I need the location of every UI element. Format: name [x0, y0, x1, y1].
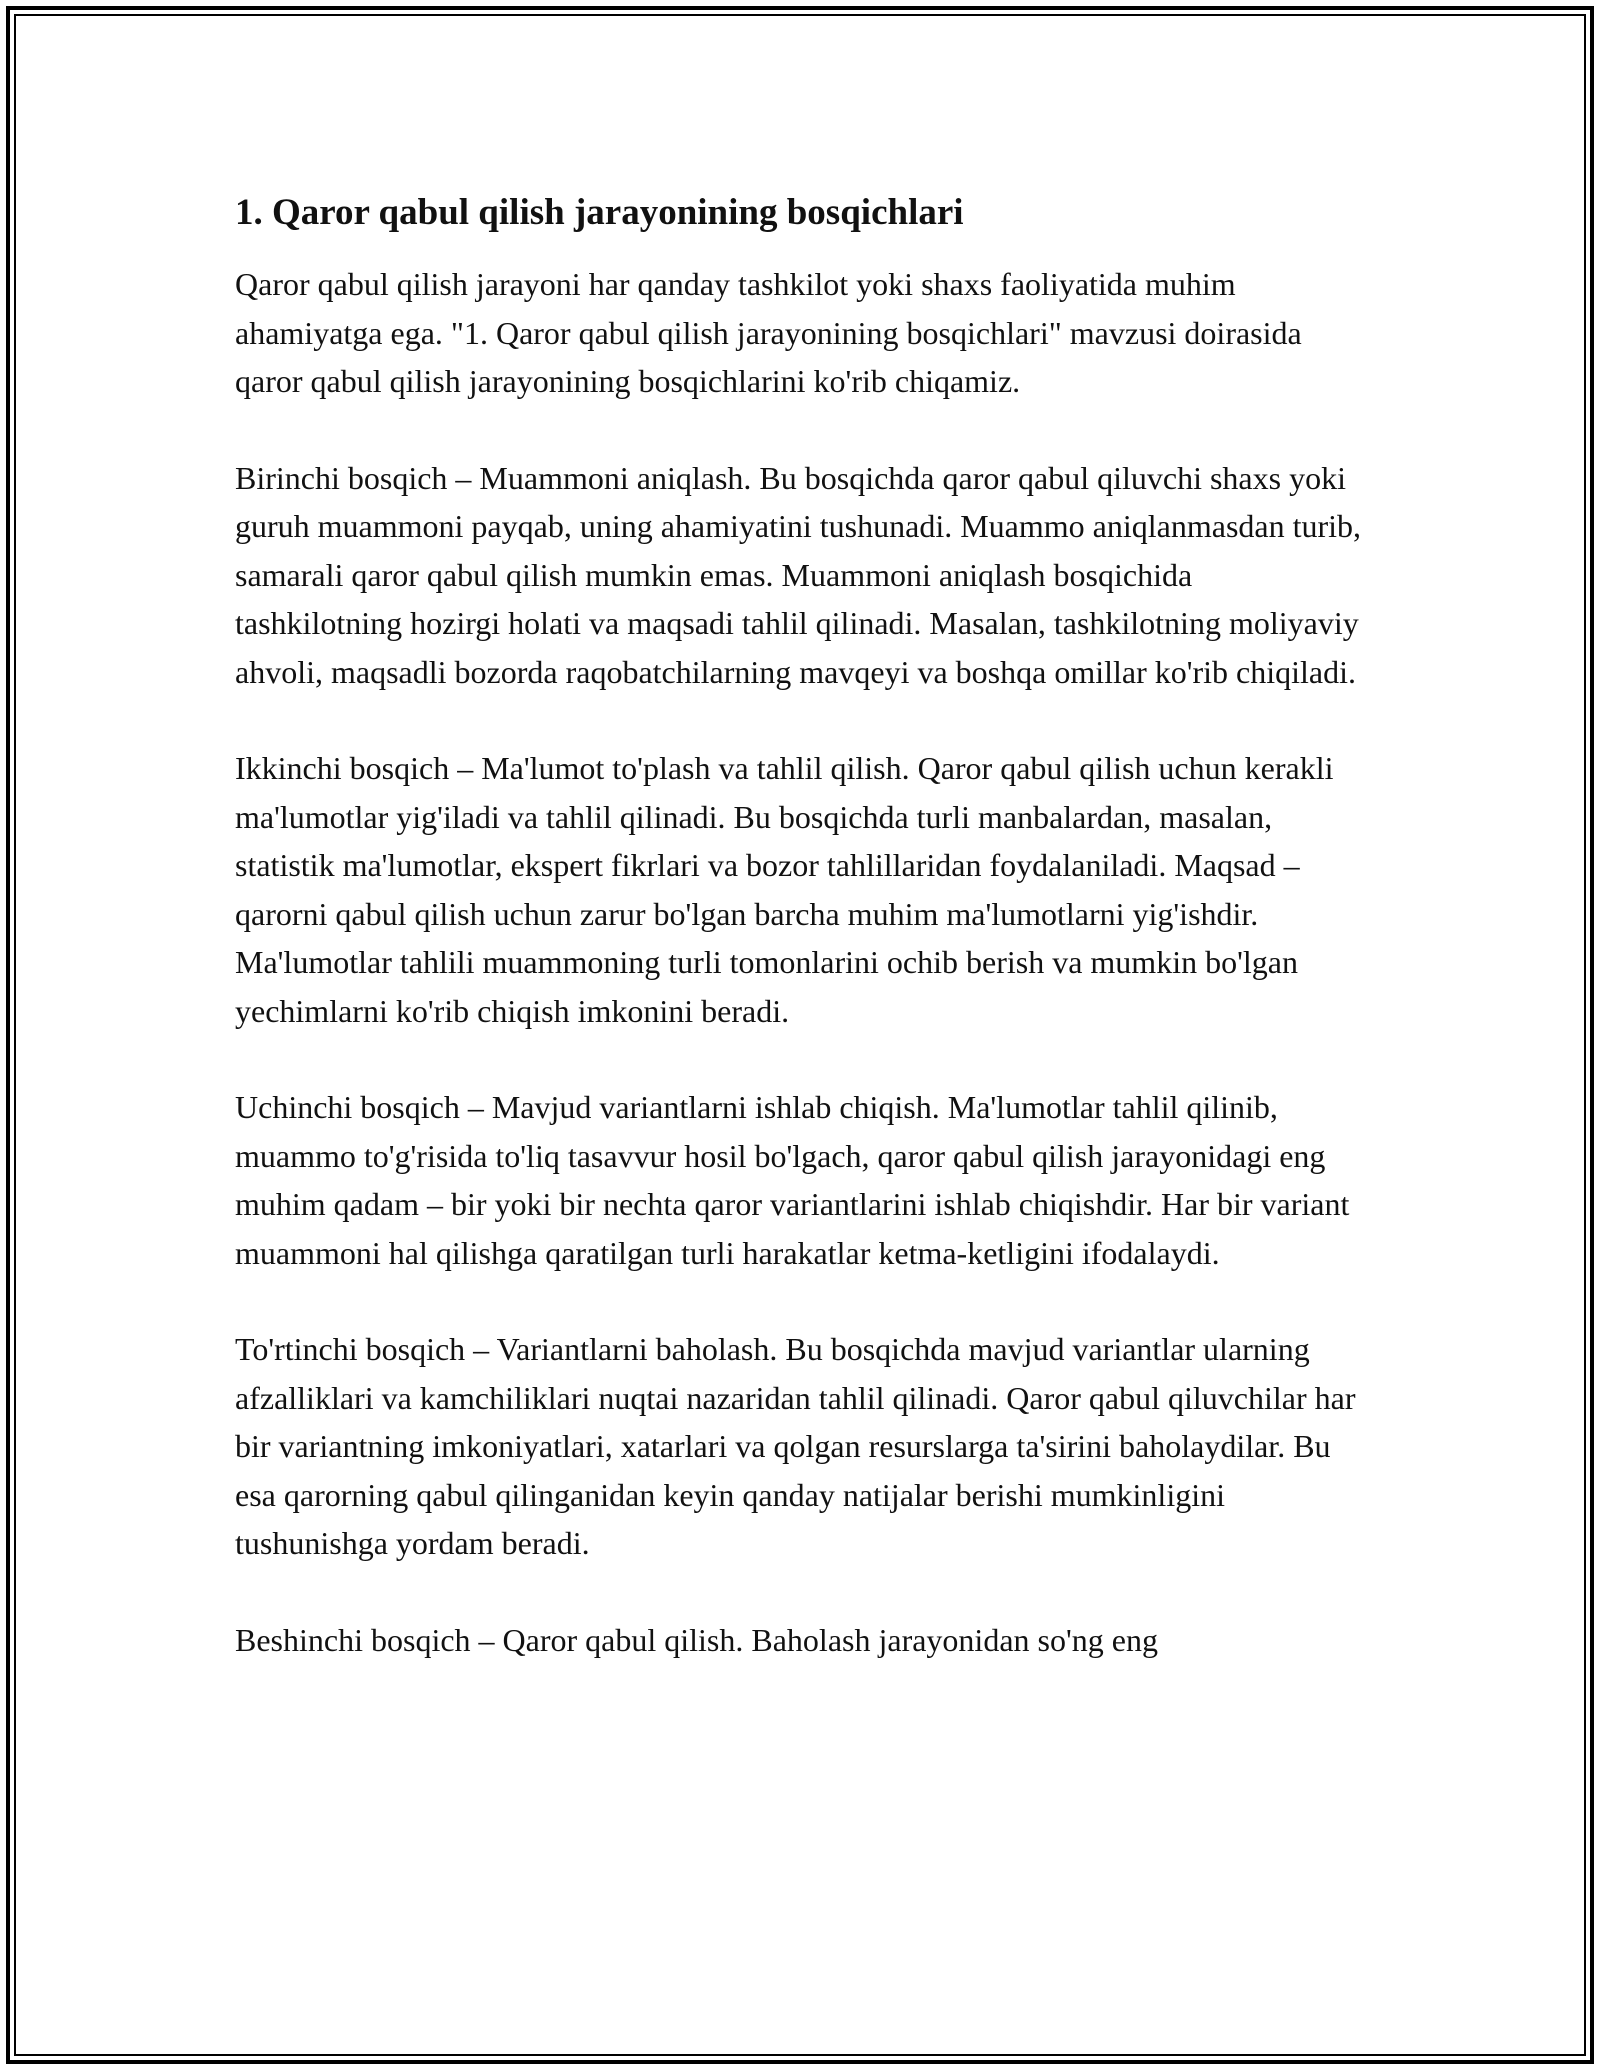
stage-1-paragraph: Birinchi bosqich – Muammoni aniqlash. Bu bosqichda qaror qabul qiluvchi shaxs yoki guruh muammoni payqab, uning ahamiyatini tushunadi. Muammo aniqlanmasdan turib, samarali qaror qabul qilish mumkin emas. Muammoni aniqlash bosqichida tashkilotning hozirgi holati va maqsadi tahlil qilinadi. Masalan, tashkilotning moliyaviy ahvoli, maqsadli bozorda raqobatchilarning mavqeyi va boshqa omillar ko'rib chiqiladi.	[235, 459, 1362, 690]
document-title: 1. Qaror qabul qilish jarayonining bosqichlari	[235, 192, 964, 233]
stage-3-paragraph: Uchinchi bosqich – Mavjud variantlarni ishlab chiqish. Ma'lumotlar tahlil qilinib, muammo to'g'risida to'liq tasavvur hosil bo'lgach, qaror qabul qilish jarayonidagi eng muhim qadam – bir yoki bir nechta qaror variantlarini ishlab chiqishdir. Har bir variant muammoni hal qilishga qaratilgan turli harakatlar ketma-ketligini ifodalaydi.	[235, 1089, 1350, 1271]
stage-5-paragraph: Beshinchi bosqich – Qaror qabul qilish. Baholash jarayonidan so'ng eng	[235, 1621, 1158, 1658]
document-body	[235, 188, 1365, 1664]
stage-2-paragraph: Ikkinchi bosqich – Ma'lumot to'plash va tahlil qilish. Qaror qabul qilish uchun kerakli ma'lumotlar yig'iladi va tahlil qilinadi. Bu bosqichda turli manbalardan, masalan, statistik ma'lumotlar, ekspert fikrlari va bozor tahlillaridan foydalaniladi. Maqsad – qarorni qabul qilish uchun zarur bo'lgan barcha muhim ma'lumotlarni yig'ishdir. Ma'lumotlar tahlili muammoning turli tomonlarini ochib berish va mumkin bo'lgan yechimlarni ko'rib chiqish imkonini beradi.	[235, 750, 1334, 1029]
stage-4-paragraph: To'rtinchi bosqich – Variantlarni baholash. Bu bosqichda mavjud variantlar ularning afzalliklari va kamchiliklari nuqtai nazaridan tahlil qilinadi. Qaror qabul qiluvchilar har bir variantning imkoniyatlari, xatarlari va qolgan resurslarga ta'sirini baholaydilar. Bu esa qarorning qabul qilinganidan keyin qanday natijalar berishi mumkinligini tushunishga yordam beradi.	[235, 1331, 1356, 1561]
intro-paragraph: Qaror qabul qilish jarayoni har qanday tashkilot yoki shaxs faoliyatida muhim ahamiyatga ega. "1. Qaror qabul qilish jarayonining bosqichlari" mavzusi doirasida qaror qabul qilish jarayonining bosqichlarini ko'rib chiqamiz.	[235, 266, 1302, 399]
